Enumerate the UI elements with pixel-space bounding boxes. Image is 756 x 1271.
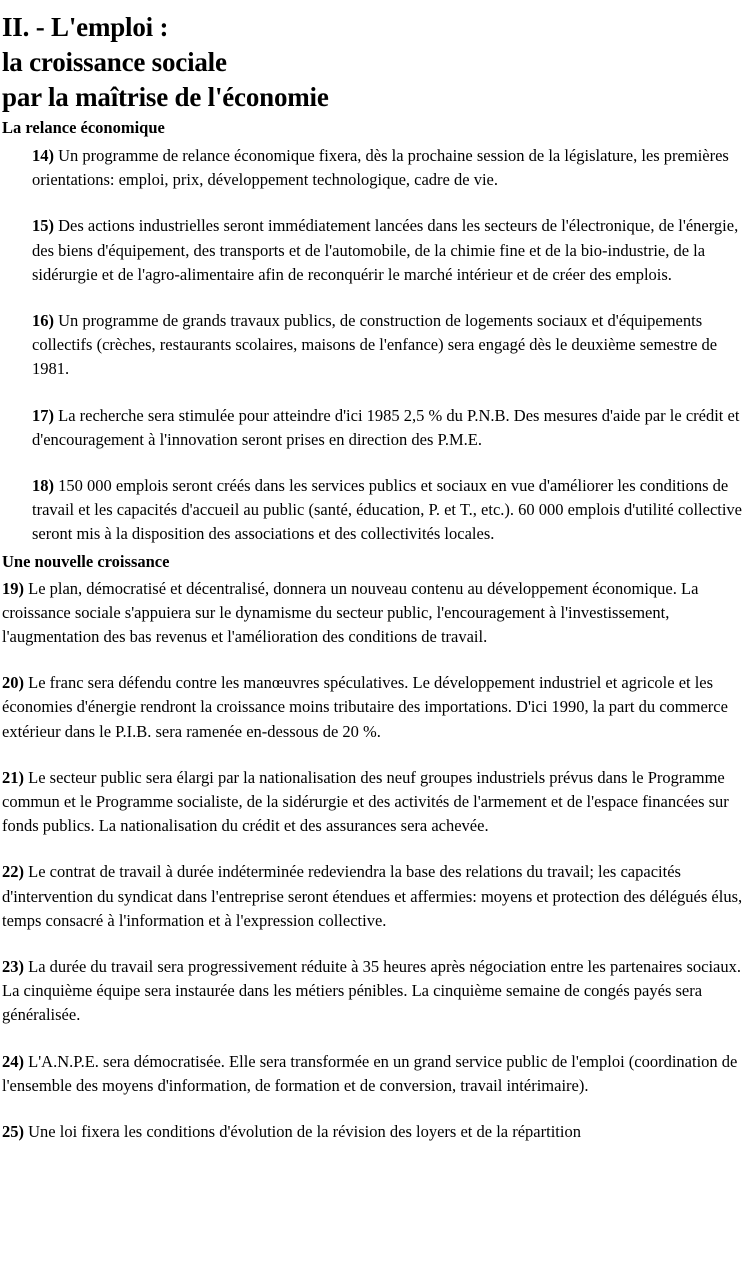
paragraph-21	[2, 766, 756, 839]
paragraph-text: Le secteur public sera élargi par la nationalisation des neuf groupes industriels prévus dans le Programme commun et le Programme socialiste, de la sidérurgie et des activités de l'armement et de l'espace financées sur fonds publics. La nationalisation du crédit et des assurances sera achevée.	[2, 767, 729, 836]
paragraph-text: Le plan, démocratisé et décentralisé, donnera un nouveau contenu au développement économique. La croissance sociale s'appuiera sur le dynamisme du secteur public, l'encouragement à l'investissement, l'augmentation des bas revenus et l'amélioration des conditions de travail.	[2, 578, 699, 647]
title-line: II. - L'emploi :	[2, 12, 169, 42]
paragraph-text: Le contrat de travail à durée indéterminée redeviendra la base des relations du travail; les capacités d'intervention du syndicat dans l'entreprise seront étendues et affermies: moyens et protection des délégués élus, temps consacré à l'information et à l'expression collective.	[2, 862, 743, 930]
paragraph-number: 25)	[2, 1122, 24, 1142]
paragraph-text: Un programme de grands travaux publics, de construction de logements sociaux et d'équipements collectifs (crèches, restaurants scolaires, maisons de l'enfance) sera engagé dès le deuxième semestre de 1981.	[32, 311, 718, 379]
document-title	[2, 10, 756, 115]
paragraph-text: L'A.N.P.E. sera démocratisée. Elle sera transformée en un grand service public de l'emploi (coordination de l'ensemble des moyens d'information, de formation et de conversion, travail intérimaire).	[2, 1051, 738, 1095]
paragraph-number: 23)	[2, 957, 24, 977]
paragraph-20	[2, 671, 756, 744]
paragraph-number: 19)	[2, 578, 24, 598]
paragraph-number: 17)	[32, 405, 54, 425]
paragraph-23	[2, 955, 756, 1028]
paragraph-text: 150 000 emplois seront créés dans les services publics et sociaux en vue d'améliorer les conditions de travail et les capacités d'accueil au public (santé, éducation, P. et T., etc.). 60 000 emplois d'utilité collective seront mis à la disposition des associations et des collectivités locales.	[32, 476, 743, 544]
paragraph-15	[2, 214, 756, 287]
paragraph-text: Le franc sera défendu contre les manœuvres spéculatives. Le développement industriel et agricole et les économies d'énergie rendront la croissance moins tributaire des importations. D'ici 1990, la part du commerce extérieur dans le P.I.B. sera ramenée en-dessous de 20 %.	[2, 673, 728, 741]
paragraph-number: 21)	[2, 767, 24, 787]
title-line: la croissance sociale	[2, 47, 227, 77]
paragraph-19	[2, 577, 756, 650]
paragraph-number: 24)	[2, 1051, 24, 1071]
paragraph-25	[2, 1120, 756, 1144]
paragraph-24	[2, 1050, 756, 1098]
paragraph-22	[2, 860, 756, 933]
title-line: par la maîtrise de l'économie	[2, 82, 329, 112]
section-relance-economique	[2, 117, 756, 547]
paragraph-number: 14)	[32, 146, 54, 165]
paragraph-text: Des actions industrielles seront immédiatement lancées dans les secteurs de l'électronique, de l'énergie, des biens d'équipement, des transports et de l'automobile, de la chimie fine et de la bio-industrie, de la sidérurgie et de l'agro-alimentaire afin de reconquérir le marché intérieur et de créer des emplois.	[32, 216, 739, 284]
paragraph-number: 18)	[32, 476, 54, 496]
paragraph-text: La durée du travail sera progressivement réduite à 35 heures après négociation entre les partenaires sociaux. La cinquième équipe sera instaurée dans les métiers pénibles. La cinquième semaine de congés payés sera généralisée.	[2, 957, 741, 1025]
section-nouvelle-croissance	[2, 551, 756, 1145]
paragraph-18	[2, 474, 756, 547]
paragraph-number: 15)	[32, 216, 54, 236]
paragraph-14	[2, 144, 756, 192]
section-heading: Une nouvelle croissance	[2, 551, 170, 571]
paragraph-text: Une loi fixera les conditions d'évolution de la révision des loyers et de la répartition	[24, 1122, 581, 1142]
paragraph-number: 22)	[2, 862, 24, 882]
paragraph-text: Un programme de relance économique fixera, dès la prochaine session de la législature, les premières orientations: emploi, prix, développement technologique, cadre de vie.	[32, 146, 729, 190]
section-heading: La relance économique	[2, 118, 165, 137]
paragraph-text: La recherche sera stimulée pour atteindre d'ici 1985 2,5 % du P.N.B. Des mesures d'aide par le crédit et d'encouragement à l'innovation seront prises en direction des P.M.E.	[32, 405, 740, 449]
paragraph-number: 16)	[32, 311, 54, 331]
paragraph-16	[2, 309, 756, 382]
paragraph-17	[2, 404, 756, 452]
paragraph-number: 20)	[2, 673, 24, 693]
